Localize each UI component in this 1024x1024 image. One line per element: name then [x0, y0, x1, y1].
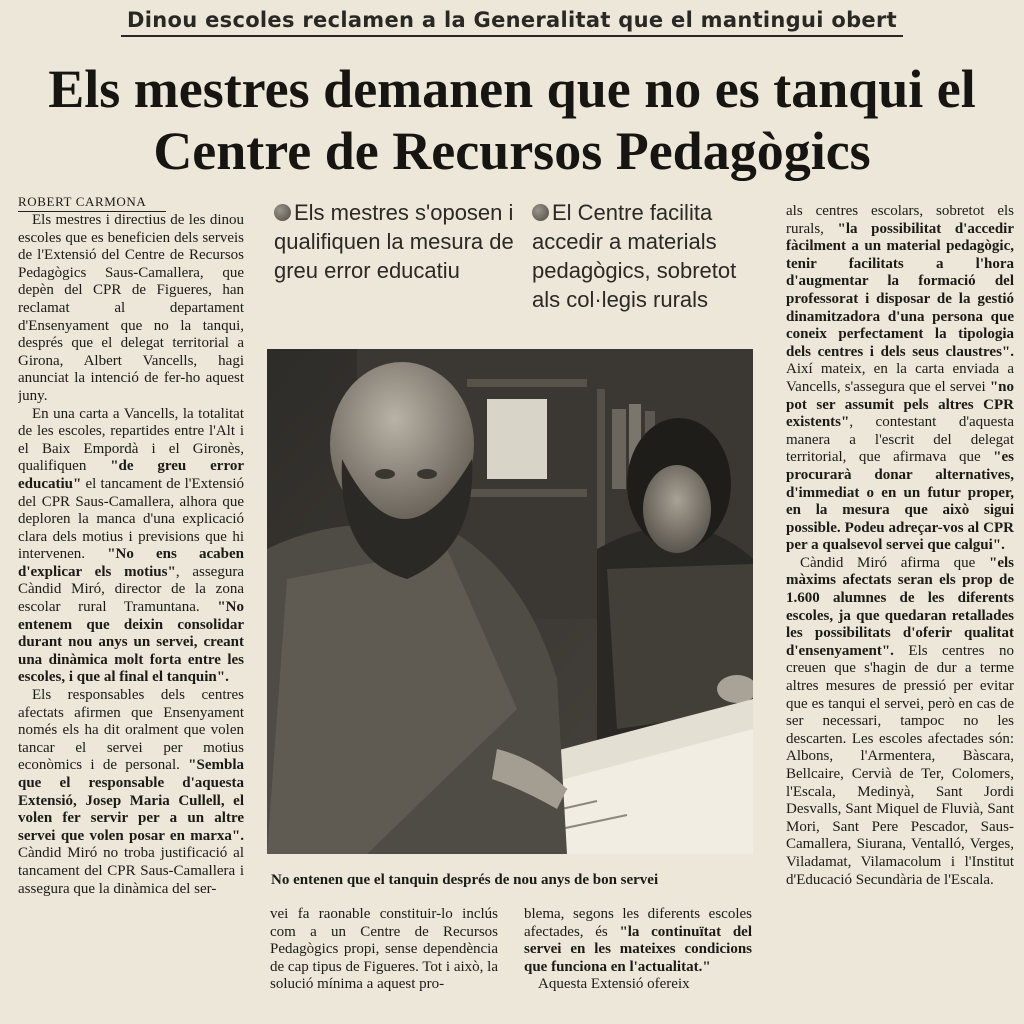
text-run: Així mateix, en la carta enviada a Vancells, s'assegura que el servei — [786, 361, 1014, 395]
photo-illustration — [267, 349, 753, 854]
text-run: blema, segons les diferents escoles afectades, és — [524, 906, 752, 940]
quote-bold: "la possibilitat d'accedir fàcilment a un material pedagògic, tenir facilitats a l'hora d'augmentar la formació del professorat i disposar de la gestió dinamitzadora d'una persona que coneix perfectament la tipologia dels centres i dels seus claustres". — [786, 220, 1014, 360]
quote-bold: "es procurarà donar alternatives, d'immediat o en un futur proper, en la mesura que això sigui possible. Podeu adreçar-vos al CPR per a qualsevol servei que calgui". — [786, 449, 1014, 554]
text-run: Els centres no creuen que s'hagin de dur a terme altres mesures de pressió per evitar que es tanqui el servei, però en cas de ser necessari, tampoc no les descarten. Les escoles afectades són: Albons, l'Armentera, Bàscara, Bellcaire, Cervià de Ter, Colomers, l'Escala, Medinyà, Sant Jordi Desvalls, Sant Miquel de Fluvià, Sant Mori, Sant Pere Pescador, Saus-Camallera, Siurana, Ventalló, Verges, Viladamat, Vilamacolum i l'Institut d'Educació Secundària de l'Escala. — [786, 642, 1014, 888]
article-column-1 — [18, 212, 244, 1022]
text-run: Càndid Miró afirma que — [800, 554, 989, 571]
text-run: , contestant d'aquesta manera a l'escrit del delegat territorial, que afirmava que — [786, 414, 1014, 466]
text-run: Càndid Miró no troba justificació al tancament del CPR Saus-Camallera i assegura que la dinàmica del ser- — [18, 845, 244, 897]
headline-line-1: Els mestres demanen que no es tanqui el — [48, 59, 976, 119]
paragraph — [18, 406, 244, 688]
photo-caption: No entenen que el tanquin després de nou anys de bon servei — [271, 872, 659, 888]
quote-bold: "els màxims afectats seran els prop de 1.600 alumnes de les diferents escoles, ja que quedaran retallades les possibilitats d'oferir qualitat d'ensenyament". — [786, 554, 1014, 659]
text-run: Els responsables dels centres afectats afirmen que Ensenyament només els ha dit oralment que volen tancar el servei per motius econòmics i de personal. — [18, 687, 244, 774]
quote-bold: "no pot ser assumit pels altres CPR existents" — [786, 378, 1014, 431]
text-run: , assegura Càndid Miró, director de la zona escolar rural Tramuntana. — [18, 563, 244, 616]
deck-2-text: El Centre facilita accedir a materials pedagògics, sobretot als col·legis rurals — [532, 200, 737, 312]
kicker-header — [0, 8, 1024, 37]
article-column-2 — [270, 906, 498, 1024]
bullet-dot-icon — [532, 204, 549, 221]
news-photo — [267, 349, 753, 854]
paragraph: vei fa raonable constituir-lo inclús com a un Centre de Recursos Pedagògics propi, sense dependència de cap tipus de Figueres. Tot i això, la solució mínima a aquest pro- — [270, 906, 498, 993]
text-run: als centres escolars, sobretot els rurals, — [786, 203, 1014, 237]
text-run: En una carta a Vancells, la totalitat de les escoles, repartides entre l'Alt i el Baix Empordà i el Gironès, qualifiquen — [18, 405, 244, 475]
quote-bold: "la continuïtat del servei en les mateixes condicions que funciona en l'actualitat." — [524, 923, 752, 975]
bullet-dot-icon — [274, 204, 291, 221]
article-column-4 — [786, 203, 1014, 1023]
article-column-3 — [524, 906, 752, 1024]
quote-bold: "Sembla que el responsable d'aquesta Extensió, Josep Maria Cullell, el volen fer servir per a un altre servei que volen posar en marxa". — [18, 757, 244, 844]
paragraph — [18, 687, 244, 898]
headline-line-2: Centre de Recursos Pedagògics — [153, 121, 871, 181]
paragraph — [786, 555, 1014, 889]
deck-1 — [274, 198, 514, 285]
kicker-text: Dinou escoles reclamen a la Generalitat que el mantingui obert — [121, 8, 903, 37]
deck-2 — [532, 198, 762, 314]
paragraph — [786, 203, 1014, 555]
quote-bold: "No ens acaben d'explicar els motius" — [18, 546, 244, 580]
quote-bold: "No entenem que deixin consolidar durant nou anys un servei, creant una dinàmica molt forta entre les escoles, i que al final el tanquin". — [18, 599, 244, 686]
deck-1-text: Els mestres s'oposen i qualifiquen la mesura de greu error educatiu — [274, 200, 514, 283]
quote-bold: "de greu error educatiu" — [18, 458, 244, 492]
text-run: el tancament de l'Extensió del CPR Saus-Camallera, alhora que deploren la manca d'una explicació clara dels motius i previsions que hi intervenen. — [18, 475, 244, 563]
paragraph — [524, 906, 752, 976]
byline: ROBERT CARMONA — [18, 194, 166, 212]
paragraph: Aquesta Extensió ofereix — [538, 976, 690, 993]
paragraph: Els mestres i directius de les dinou escoles que es beneficien dels serveis de l'Extensió del Centre de Recursos Pedagògics Saus-Camallera, que depèn del CPR de Figueres, han reclamat al departament d'Ensenyament que no la tanqui, després que el delegat territorial a Girona, Albert Vancells, hagi anunciat la intenció de fer-ho aquest juny. — [18, 212, 244, 404]
headline — [0, 58, 1024, 182]
